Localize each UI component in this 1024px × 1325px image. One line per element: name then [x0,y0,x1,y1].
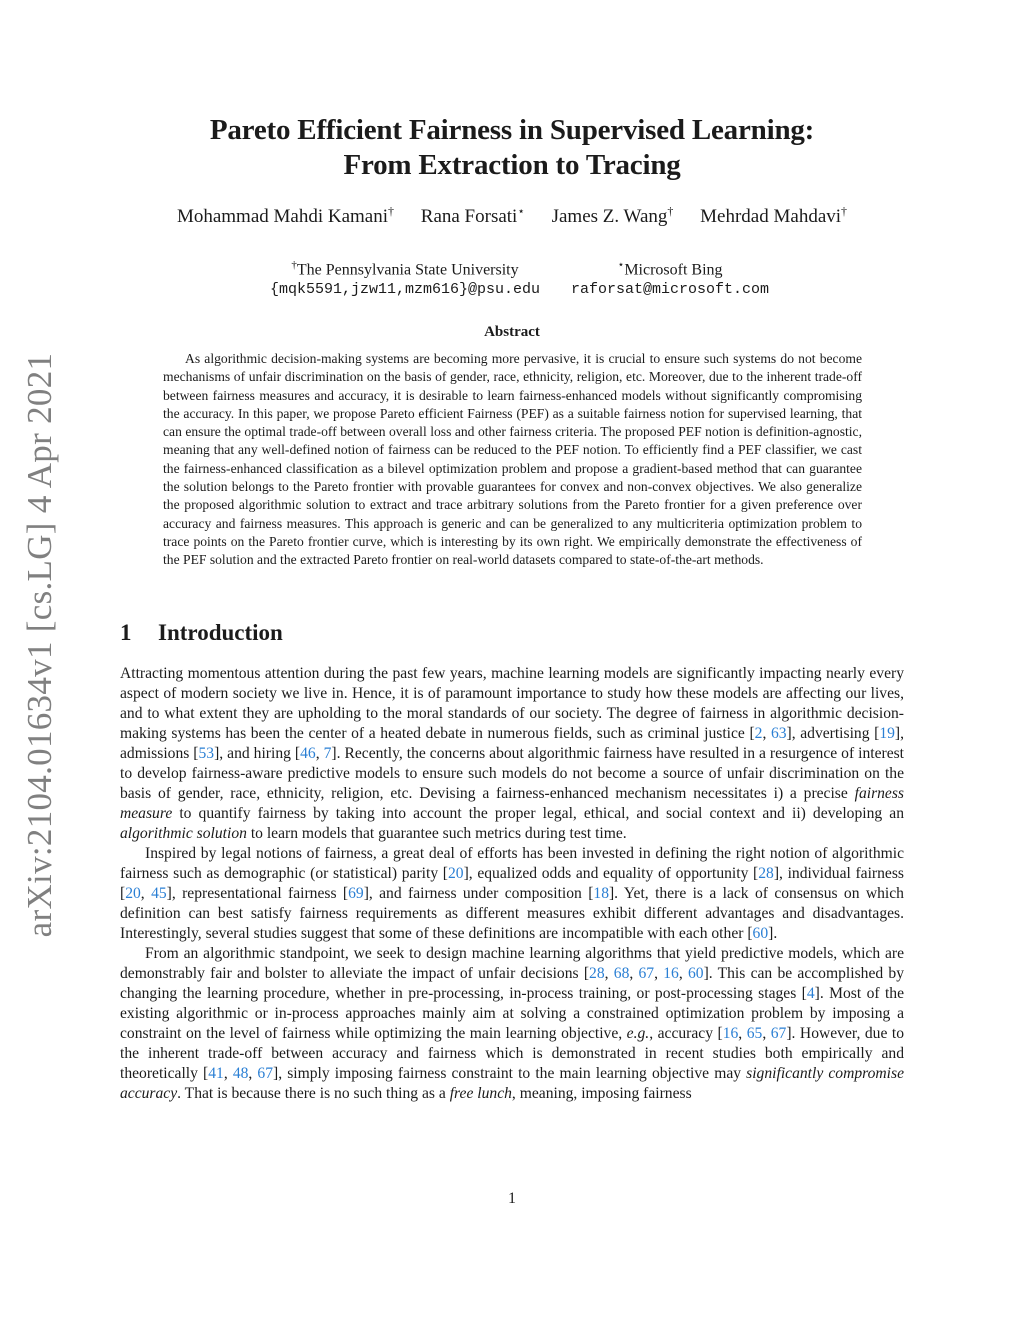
title-line-2: From Extraction to Tracing [343,149,681,181]
citation-link[interactable]: 28 [589,965,605,982]
affiliation-mark: † [388,204,395,218]
emphasized-text: free lunch [449,1085,512,1102]
citation-link[interactable]: 20 [447,865,464,882]
section-title: Introduction [158,620,283,645]
affiliation-email[interactable]: raforsat@microsoft.com [570,281,770,299]
affiliation-mark: ⋆ [617,259,625,271]
body-paragraph: Inspired by legal notions of fairness, a great deal of efforts has been invested in defining the right notion of algorithmic fairness such as demographic (or statistical) parity [20], equalized odds and equality of opportunity [28], individual fairness [20, 45], representational fairness [69], and fairness under composition [18]. Yet, there is a lack of consensus on which definition can best satisfy fairness requirements as different measures exhibit different advantages and disadvantages. Interestingly, several studies suggest that some of these definitions are incompatible with each other [60]. [120,845,904,942]
affiliation-email[interactable]: {mqk5591,jzw11,mzm616}@psu.edu [269,281,541,299]
arxiv-identifier[interactable]: arXiv:2104.01634v1 [cs.LG] 4 Apr 2021 [20,352,59,938]
section-heading [120,620,283,646]
affiliation-name: Microsoft Bing [624,261,723,279]
citation-link[interactable]: 67 [638,965,655,982]
author-name: Mehrdad Mahdavi [700,206,842,228]
citation-link[interactable]: 60 [752,925,769,942]
citation-link[interactable]: 19 [879,725,895,742]
title-line-1: Pareto Efficient Fairness in Supervised Learning: [209,114,815,146]
citation-link[interactable]: 69 [348,885,364,902]
citation-link[interactable]: 67 [257,1065,274,1082]
affiliation-mark: † [667,204,674,218]
section-number: 1 [120,620,132,645]
citation-link[interactable]: 20 [125,885,141,902]
affiliation-microsoft [560,255,780,300]
citation-link[interactable]: 45 [151,885,167,902]
citation-link[interactable]: 4 [806,985,815,1002]
citation-link[interactable]: 28 [758,865,774,882]
affiliation-psu [260,255,550,300]
abstract-body [163,350,862,570]
citation-link[interactable]: 18 [593,885,609,902]
author-name: Mohammad Mahdi Kamani [176,206,389,228]
author [177,204,394,228]
citation-link[interactable]: 68 [613,965,630,982]
citation-link[interactable]: 60 [687,965,704,982]
citation-link[interactable]: 67 [770,1025,787,1042]
citation-link[interactable]: 46 [300,745,316,762]
paper-title [120,113,904,183]
citation-link[interactable]: 16 [722,1025,739,1042]
author [552,204,674,228]
abstract-text: As algorithmic decision-making systems are becoming more pervasive, it is crucial to ensure such systems do not become mechanisms of unfair discrimination on the basis of gender, race, ethnicity, religion, etc. Moreover, due to the inherent trade-off between fairness measures and accuracy, it is desirable to learn fairness-enhanced models without significantly compromising the accuracy. In this paper, we propose Pareto efficient Fairness (PEF) as a suitable fairness notion for supervised learning, that can ensure the optimal trade-off between overall loss and other fairness criteria. The proposed PEF notion is definition-agnostic, meaning that any well-defined notion of fairness can be reduced to the PEF notion. To efficiently find a PEF classifier, we cast the fairness-enhanced classification as a bilevel optimization problem and propose a gradient-based method that can guarantee the solution belongs to the Pareto frontier with provable guarantees for convex and non-convex objectives. We also generalize the proposed algorithmic solution to extract and trace arbitrary solutions from the Pareto frontier for a given preference over accuracy and fairness measures. This approach is generic and can be generalized to any multicriteria optimization problem to trace points on the Pareto frontier curve, which is interesting by its own right. We empirically demonstrate the effectiveness of the PEF solution and the extracted Pareto frontier on real-world datasets compared to state-of-the-art methods. [163,351,862,568]
affiliation-mark: † [291,259,297,271]
introduction-body [120,664,904,1104]
emphasized-text: algorithmic solution [120,825,247,842]
author [421,204,525,228]
emphasized-text: e.g. [626,1025,650,1042]
arxiv-stamp [0,352,80,938]
body-paragraph: Attracting momentous attention during the past few years, machine learning models are significantly impacting nearly every aspect of modern society we live in. Hence, it is of paramount importance to study how these models are affecting our lives, and to what extent they are upholding to the moral standards of our society. The degree of fairness in algorithmic decision-making systems has been the center of a heated debate in numerous fields, such as criminal justice [2, 63], advertising [19], admissions [53], and hiring [46, 7]. Recently, the concerns about algorithmic fairness have resulted in a resurgence of interest to develop fairness-aware predictive models to ensure such models do not become a source of unfair discrimination on the basis of gender, race, ethnicity, religion, etc. Devising a fairness-enhanced mechanism necessitates i) a precise fairness measure to quantify fairness by taking into account the proper legal, ethical, and social context and ii) developing an algorithmic solution to learn models that guarantee such metrics during test time. [120,665,905,842]
citation-link[interactable]: 48 [232,1065,249,1082]
author-name: James Z. Wang [551,206,668,228]
citation-link[interactable]: 7 [323,745,332,762]
emphasized-text: fairness measure [120,785,904,822]
citation-link[interactable]: 16 [663,965,679,982]
citation-link[interactable]: 63 [770,725,787,742]
abstract-heading: Abstract [484,324,540,340]
citation-link[interactable]: 53 [198,745,215,762]
emphasized-text: significantly compromise accuracy [120,1065,904,1102]
affiliation-mark: ⋆ [517,204,525,218]
author-list [120,204,904,228]
body-paragraph: From an algorithmic standpoint, we seek to design machine learning algorithms that yield predictive models, which are demonstrably fair and bolster to alleviate the impact of unfair decisions [28, 68, 67, 16, 60]. This can be accomplished by changing the learning procedure, whether in pre-processing, in-process training, or post-processing stages [4]. Most of the existing algorithmic or in-process approaches mainly aim at solving a constrained optimization problem by imposing a constraint on the level of fairness while optimizing the main learning objective, e.g., accuracy [16, 65, 67]. However, due to the inherent trade-off between accuracy and fairness which is demonstrated in recent studies both empirically and theoretically [41, 48, 67], simply imposing fairness constraint to the main learning objective may significantly compromise accuracy. That is because there is no such thing as a free lunch, meaning, imposing fairness [120,945,905,1102]
page-number: 1 [508,1190,516,1207]
affiliation-mark: † [841,204,848,218]
citation-link[interactable]: 65 [746,1025,763,1042]
citation-link[interactable]: 2 [754,725,763,742]
citation-link[interactable]: 41 [208,1065,224,1082]
affiliation-name: The Pennsylvania State University [296,261,519,279]
author-name: Rana Forsati [420,206,518,228]
author [700,204,847,228]
